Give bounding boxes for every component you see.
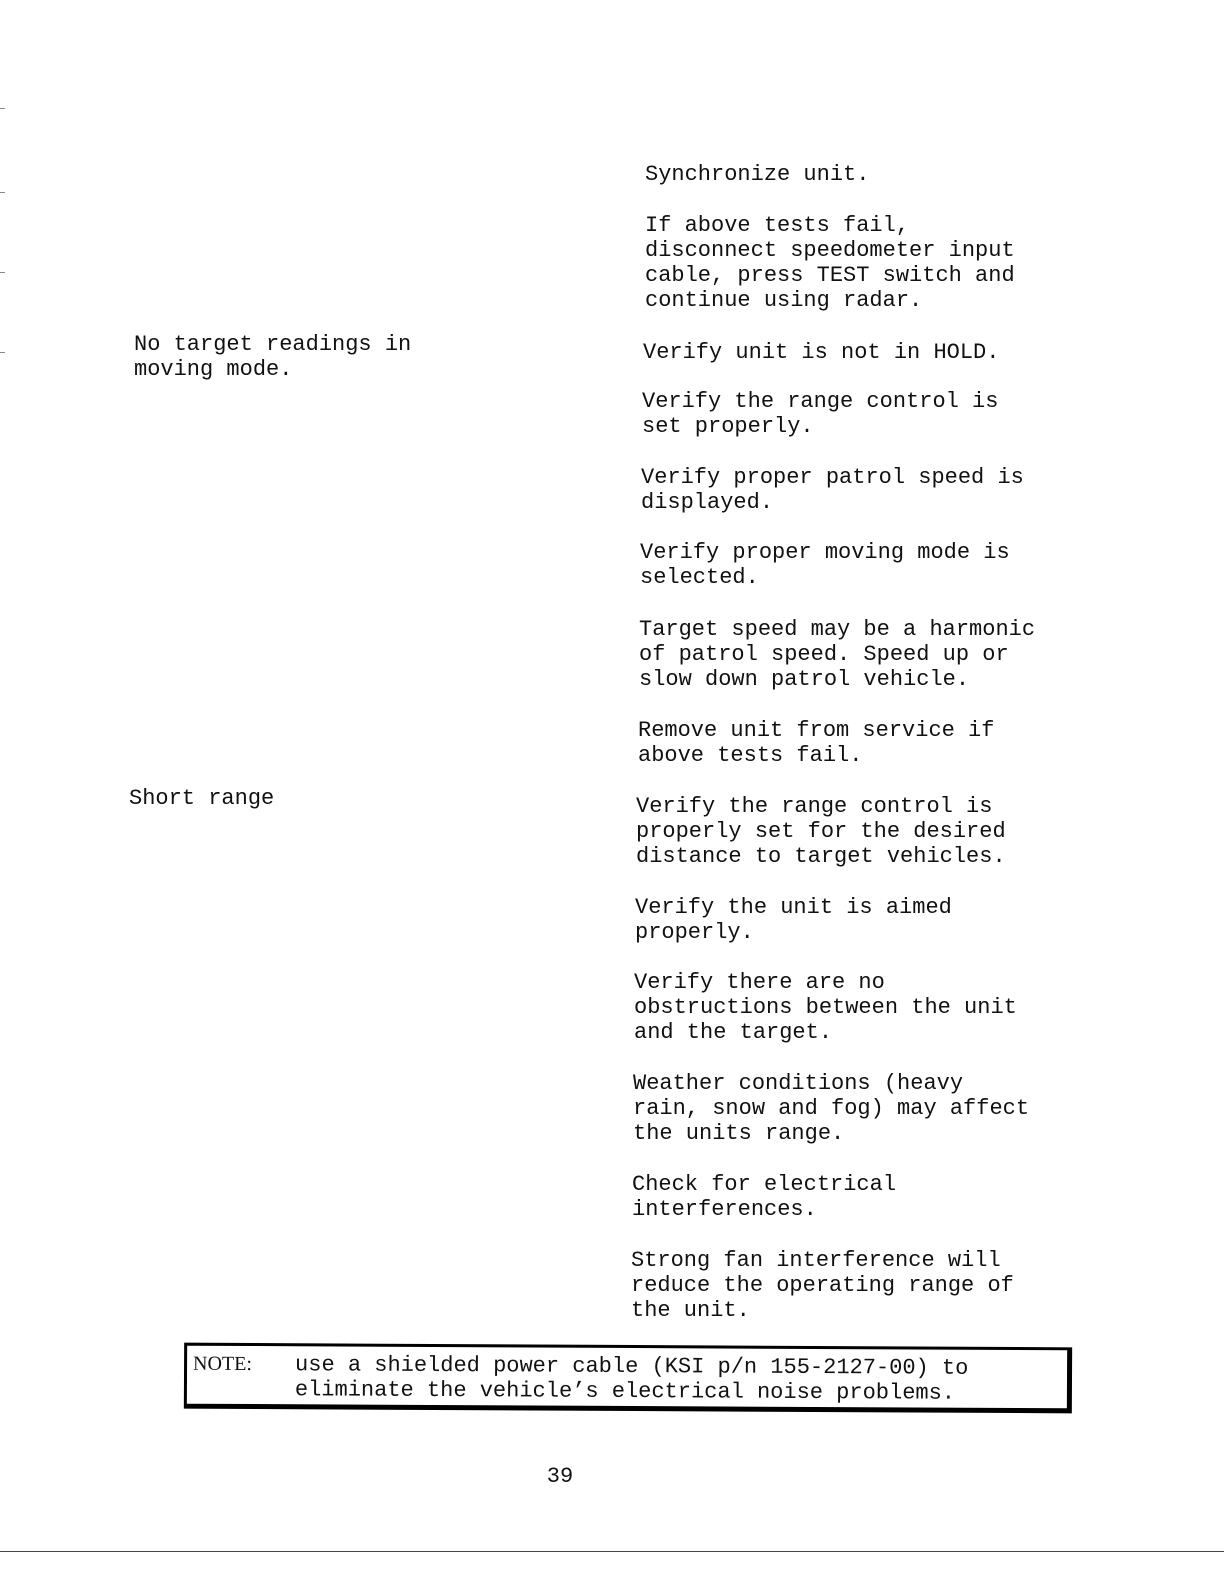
note-text: use a shielded power cable (KSI p/n 155-2127-00) to eliminate the vehicle’s electrical noise problems.: [294, 1352, 969, 1406]
problem-short-range: Short range: [129, 786, 275, 811]
note-label: NOTE:: [193, 1352, 253, 1376]
page-number: 39: [546, 1464, 574, 1489]
remedy-item: Verify there are no obstructions between the unit and the target.: [634, 970, 1017, 1045]
problem-no-target-readings: No target readings in moving mode.: [134, 332, 412, 382]
remedy-item: Weather conditions (heavy rain, snow and fog) may affect the units range.: [633, 1071, 1030, 1146]
remedy-item: Verify the range control is set properly.: [642, 389, 999, 439]
remedy-item: Verify proper patrol speed is displayed.: [641, 465, 1024, 515]
remedy-item: Verify unit is not in HOLD.: [643, 340, 1000, 365]
remedy-item: If above tests fail, disconnect speedometer input cable, press TEST switch and continue using radar.: [645, 213, 1015, 313]
remedy-item: Strong fan interference will reduce the operating range of the unit.: [631, 1248, 1014, 1323]
remedy-item: Verify proper moving mode is selected.: [640, 540, 1010, 590]
remedy-item: Target speed may be a harmonic of patrol speed. Speed up or slow down patrol vehicle.: [639, 617, 1036, 692]
scan-mark: [0, 192, 5, 193]
remedy-item: Check for electrical interferences.: [632, 1172, 897, 1222]
remedy-item: Verify the range control is properly set for the desired distance to target vehicles.: [636, 794, 1006, 869]
remedy-item: Verify the unit is aimed properly.: [635, 895, 952, 945]
scan-mark: [0, 108, 5, 109]
remedy-item: Remove unit from service if above tests fail.: [638, 718, 995, 768]
scan-mark: [0, 352, 5, 353]
bottom-rule: [0, 1551, 1224, 1552]
scan-mark: [0, 272, 5, 273]
remedy-item: Synchronize unit.: [645, 162, 870, 187]
note-box: [184, 1343, 1072, 1414]
